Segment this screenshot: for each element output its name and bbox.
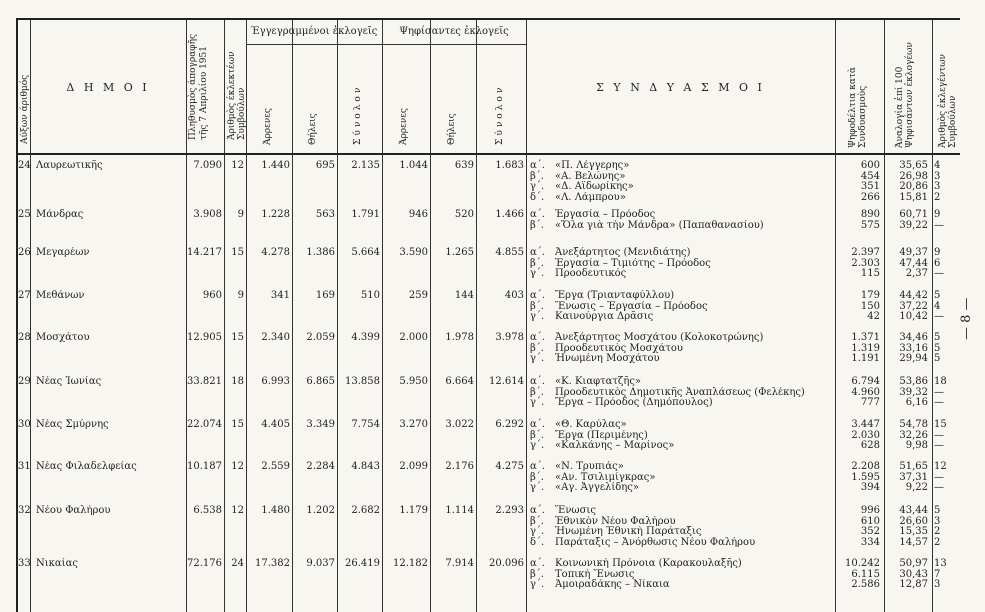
cell-no: 30 [18, 419, 31, 430]
combo-seats: 3 [934, 170, 941, 182]
cell-vot-f: 1.265 [445, 247, 474, 258]
rule-serial [30, 18, 31, 612]
combo-pct: 47,44 [899, 257, 928, 269]
combo-seats: — [934, 311, 944, 322]
cell-reg-m: 6.993 [261, 376, 290, 387]
cell-seats: 9 [237, 209, 244, 220]
combo-votes: 6.794 [851, 376, 880, 387]
combo-votes: 890 [860, 209, 880, 220]
combo-seats: — [934, 268, 944, 279]
combo-mark: α΄. [530, 160, 545, 171]
combo-seats: 13 [934, 558, 947, 569]
cell-vot-m: 946 [408, 209, 428, 220]
cell-seats: 12 [231, 461, 244, 472]
combo-votes: 996 [860, 505, 880, 516]
municipality-name: Νικαίας [36, 558, 78, 569]
combo-pct: 34,46 [899, 332, 928, 343]
cell-seats: 24 [231, 558, 244, 569]
combo-votes: 2.030 [851, 429, 880, 441]
combo-pct: 26,98 [899, 170, 928, 182]
combo-name: Ἐργασία – Πρόοδος [555, 209, 656, 220]
header-reg-total: Σύνολον [353, 84, 363, 145]
cell-vot-t: 403 [504, 290, 524, 301]
combo-pct: 39,32 [899, 386, 928, 398]
combo-votes: 2.397 [851, 247, 880, 258]
combo-mark: α΄. [530, 290, 545, 301]
cell-vot-m: 5.950 [399, 376, 428, 387]
combo-seats: 9 [934, 247, 941, 258]
combo-votes: 4.960 [851, 386, 880, 398]
combo-name: Ἐθνικὸν Νέου Φαλήρου [555, 515, 676, 527]
page-number-mark: — 8 — [959, 297, 974, 340]
combo-pct: 9,98 [905, 440, 928, 451]
cell-no: 32 [18, 505, 31, 516]
cell-no: 26 [18, 247, 31, 258]
combo-seats: — [934, 429, 944, 441]
header-reg-men: Άρρενες [263, 108, 273, 145]
combo-pct: 9,22 [905, 482, 928, 493]
cell-reg-t: 4.399 [351, 332, 380, 343]
combo-name: Ἡνωμένη Μοσχάτου [555, 353, 660, 364]
cell-reg-t: 1.791 [351, 209, 380, 220]
combo-mark: δ΄. [530, 536, 545, 548]
combo-name: «Αν. Τσιλιμίγκρας» [555, 471, 656, 483]
municipality-name: Νέας Φιλαδελφείας [36, 461, 137, 472]
cell-pop: 14.217 [187, 247, 222, 258]
cell-reg-t: 26.419 [345, 558, 380, 569]
cell-no: 31 [18, 461, 31, 472]
rule-reg-group [246, 44, 382, 45]
combo-pct: 35,65 [899, 160, 928, 171]
cell-vot-t: 4.855 [495, 247, 524, 258]
combo-pct: 60,71 [899, 209, 928, 220]
combo-name: Καινούργια Δρᾶσις [555, 311, 654, 322]
combo-seats: 2 [934, 526, 941, 537]
combo-seats: 15 [934, 419, 947, 430]
combo-votes: 10.242 [845, 558, 880, 569]
combo-mark: γ΄. [530, 482, 545, 493]
cell-reg-f: 2.284 [306, 461, 335, 472]
combo-votes: 3.447 [851, 419, 880, 430]
combo-mark: α΄. [530, 461, 545, 472]
combo-pct: 10,42 [899, 311, 928, 322]
combo-name: «Κ. Κιαφτατζῆς» [555, 376, 642, 387]
cell-seats: 12 [231, 160, 244, 171]
cell-reg-m: 2.559 [261, 461, 290, 472]
combo-name: Ἀμοιραδάκης – Νίκαια [555, 579, 670, 590]
combo-votes: 1.191 [851, 353, 880, 364]
combo-mark: β΄. [530, 515, 544, 527]
cell-vot-f: 1.114 [445, 505, 474, 516]
cell-pop: 33.821 [187, 376, 222, 387]
cell-no: 29 [18, 376, 31, 387]
combo-name: «Π. Λέγγερης» [555, 160, 630, 171]
combo-name: «Θ. Καρύλας» [555, 419, 627, 430]
combo-mark: γ΄. [530, 526, 545, 537]
combo-votes: 351 [860, 181, 880, 192]
cell-pop: 3.908 [193, 209, 222, 220]
combo-mark: β΄. [530, 219, 544, 231]
combo-seats: 5 [934, 290, 941, 301]
combo-name: «Λ. Λάμπρου» [555, 191, 626, 203]
cell-reg-f: 6.865 [306, 376, 335, 387]
cell-vot-m: 3.590 [399, 247, 428, 258]
municipality-name: Λαυρεωτικῆς [36, 160, 103, 171]
combo-pct: 15,81 [899, 191, 928, 203]
combo-seats: 7 [934, 568, 941, 580]
combo-pct: 6,16 [905, 397, 928, 408]
combo-seats: 5 [934, 505, 941, 516]
combo-seats: 5 [934, 353, 941, 364]
combo-name: Προοδευτικός [555, 268, 627, 279]
cell-vot-t: 2.293 [495, 505, 524, 516]
cell-reg-t: 5.664 [351, 247, 380, 258]
combo-seats: 12 [934, 461, 947, 472]
combo-mark: β΄. [530, 429, 544, 441]
combo-votes: 1.595 [851, 471, 880, 483]
combo-mark: α΄. [530, 419, 545, 430]
header-elected: Άριθμὸς ἐκλεγέντων Συμβούλων [938, 53, 958, 148]
cell-reg-m: 4.405 [261, 419, 290, 430]
combo-name: Τοπικὴ Ἕνωσις [555, 568, 635, 580]
combo-name: Ἔργα – Πρόοδος (Δημόπουλος) [555, 397, 713, 408]
municipality-name: Μεγαρέων [36, 247, 90, 258]
combo-votes: 600 [860, 160, 880, 171]
cell-no: 33 [18, 558, 31, 569]
rule-name [186, 18, 187, 612]
header-population: Πληθυσμὸς άπογραφῆς τῆς 7 Απριλίου 1951 [188, 33, 209, 140]
cell-reg-f: 3.349 [306, 419, 335, 430]
cell-vot-f: 2.176 [445, 461, 474, 472]
municipality-name: Νέας Ἰωνίας [36, 376, 102, 387]
combo-name: «Α. Βελώνης» [555, 170, 626, 182]
combo-mark: α΄. [530, 332, 545, 343]
combo-name: Ἔργα (Περιμένης) [555, 429, 648, 441]
header-municipalities: Δ Η Μ Ο Ι [66, 81, 150, 94]
cell-pop: 72.176 [187, 558, 222, 569]
combo-seats: 9 [934, 209, 941, 220]
combo-pct: 37,31 [899, 471, 928, 483]
header-vot-men: Άρρενες [399, 108, 409, 145]
cell-reg-t: 2.135 [351, 160, 380, 171]
combo-votes: 266 [860, 191, 880, 203]
combo-seats: 2 [934, 191, 941, 203]
cell-vot-f: 639 [454, 160, 474, 171]
cell-vot-f: 520 [454, 209, 474, 220]
cell-pop: 12.905 [187, 332, 222, 343]
combo-mark: γ΄. [530, 397, 545, 408]
cell-vot-f: 144 [454, 290, 474, 301]
combo-pct: 26,60 [899, 515, 928, 527]
rule-regm [292, 18, 293, 612]
cell-no: 24 [18, 160, 31, 171]
combo-seats: — [934, 440, 944, 451]
combo-seats: 5 [934, 342, 941, 354]
cell-reg-t: 510 [360, 290, 380, 301]
rule-pop [224, 18, 225, 612]
cell-vot-f: 7.914 [445, 558, 474, 569]
combo-name: Κοινωνικὴ Πρόνοια (Καρακουλαξῆς) [555, 558, 742, 569]
cell-vot-m: 12.182 [393, 558, 428, 569]
cell-vot-f: 6.664 [445, 376, 474, 387]
cell-reg-f: 9.037 [306, 558, 335, 569]
combo-mark: γ΄. [530, 579, 545, 590]
combo-name: Ἐργασία – Τιμιότης – Πρόοδος [555, 257, 711, 269]
combo-name: «Ὅλα γιὰ τὴν Μάνδρα» (Παπαθανασίου) [555, 219, 764, 231]
combo-name: Ἔργα (Τριανταφύλλου) [555, 290, 675, 301]
combo-votes: 777 [860, 397, 880, 408]
combo-seats: — [934, 219, 944, 231]
cell-seats: 18 [231, 376, 244, 387]
cell-no: 27 [18, 290, 31, 301]
cell-no: 28 [18, 332, 31, 343]
cell-reg-m: 2.340 [261, 332, 290, 343]
combo-pct: 39,22 [899, 219, 928, 231]
combo-seats: 6 [934, 257, 941, 269]
combo-votes: 115 [860, 268, 880, 279]
combo-mark: β΄. [530, 170, 544, 182]
cell-seats: 15 [231, 247, 244, 258]
cell-reg-m: 341 [270, 290, 290, 301]
combo-mark: β΄. [530, 386, 544, 398]
combo-votes: 1.319 [851, 342, 880, 354]
cell-reg-m: 1.228 [261, 209, 290, 220]
header-combinations: Σ Υ Ν Δ Υ Α Σ Μ Ο Ι [596, 81, 765, 94]
header-reg-women: Θήλεις [308, 113, 318, 145]
combo-pct: 30,43 [899, 568, 928, 580]
cell-vot-t: 1.466 [495, 209, 524, 220]
cell-reg-f: 563 [315, 209, 335, 220]
rule-votf [476, 18, 477, 612]
header-serial: Αύξων άριθμός [20, 74, 30, 144]
combo-name: Ἀνεξάρτητος (Μενιδιάτης) [555, 247, 691, 258]
combo-pct: 37,22 [899, 300, 928, 312]
combo-seats: 4 [934, 160, 941, 171]
combo-mark: γ΄. [530, 268, 545, 279]
combo-votes: 150 [860, 300, 880, 312]
combo-name: Παράταξις – Ἀνόρθωσις Νέου Φαλήρου [555, 536, 756, 548]
municipality-name: Μοσχάτου [36, 332, 90, 343]
header-voted: Ψηφίσαντες ἐκλογεῖς [399, 26, 509, 37]
combo-name: Προοδευτικὸς Δημοτικῆς Ἀναπλάσεως (Φελέκης) [555, 386, 805, 398]
combo-mark: β΄. [530, 471, 544, 483]
cell-vot-m: 3.270 [399, 419, 428, 430]
rule-vot-group [382, 44, 526, 45]
municipality-name: Μεθάνων [36, 290, 85, 301]
cell-vot-m: 259 [408, 290, 428, 301]
rule-regt [382, 18, 383, 612]
combo-name: Ἕνωσις – Ἐργασία – Πρόοδος [555, 300, 708, 312]
combo-seats: 2 [934, 536, 941, 548]
combo-pct: 54,78 [899, 419, 928, 430]
combo-seats: 18 [934, 376, 947, 387]
combo-mark: β΄. [530, 257, 544, 269]
combo-votes: 334 [860, 536, 880, 548]
cell-reg-f: 2.059 [306, 332, 335, 343]
rule-header-bottom [16, 153, 960, 155]
combo-votes: 610 [860, 515, 880, 527]
cell-vot-f: 1.978 [445, 332, 474, 343]
cell-seats: 15 [231, 419, 244, 430]
combo-pct: 14,57 [899, 536, 928, 548]
rule-regf [337, 18, 338, 612]
combo-seats: — [934, 386, 944, 398]
cell-reg-t: 7.754 [351, 419, 380, 430]
combo-mark: α΄. [530, 247, 545, 258]
rule-left [16, 18, 18, 612]
combo-seats: 3 [934, 579, 941, 590]
combo-pct: 49,37 [899, 247, 928, 258]
combo-mark: β΄. [530, 568, 544, 580]
combo-mark: β΄. [530, 342, 544, 354]
combo-name: «Ν. Τρυπιάς» [555, 461, 624, 472]
header-valid-votes: Ψηφοδέλτια κατὰ Συνδυασμοὺς [848, 67, 868, 148]
cell-vot-m: 2.099 [399, 461, 428, 472]
cell-reg-t: 13.858 [345, 376, 380, 387]
combo-votes: 6.115 [851, 568, 880, 580]
combo-pct: 51,65 [899, 461, 928, 472]
cell-seats: 15 [231, 332, 244, 343]
cell-vot-t: 1.683 [495, 160, 524, 171]
rule-vott [526, 18, 527, 612]
combo-pct: 32,26 [899, 429, 928, 441]
combo-seats: 4 [934, 300, 941, 312]
cell-pop: 10.187 [187, 461, 222, 472]
cell-vot-t: 4.275 [495, 461, 524, 472]
combo-pct: 33,16 [899, 342, 928, 354]
combo-name: Ἀνεξάρτητος Μοσχάτου (Κολοκοτρώνης) [555, 332, 764, 343]
combo-votes: 2.303 [851, 257, 880, 269]
combo-seats: — [934, 397, 944, 408]
combo-pct: 44,42 [899, 290, 928, 301]
header-ratio: Άναλογία ἐπί 100 Ψηφισάντων ἐκλογέων [895, 42, 915, 148]
combo-seats: — [934, 482, 944, 493]
combo-mark: γ΄. [530, 353, 545, 364]
cell-pop: 6.538 [193, 505, 222, 516]
cell-reg-t: 2.682 [351, 505, 380, 516]
combo-votes: 179 [860, 290, 880, 301]
cell-vot-m: 2.000 [399, 332, 428, 343]
cell-reg-f: 1.202 [306, 505, 335, 516]
combo-name: «Καλκάνης – Μαρίνος» [555, 440, 675, 451]
cell-pop: 7.090 [193, 160, 222, 171]
cell-reg-t: 4.843 [351, 461, 380, 472]
header-vot-women: Θήλεις [447, 113, 457, 145]
combo-votes: 2.586 [851, 579, 880, 590]
cell-reg-m: 1.440 [261, 160, 290, 171]
combo-seats: — [934, 471, 944, 483]
combo-pct: 12,87 [899, 579, 928, 590]
combo-mark: α΄. [530, 505, 545, 516]
municipality-name: Νέας Σμύρνης [36, 419, 109, 430]
combo-mark: β΄. [530, 300, 544, 312]
cell-vot-t: 3.978 [495, 332, 524, 343]
combo-seats: 3 [934, 515, 941, 527]
cell-seats: 12 [231, 505, 244, 516]
cell-vot-t: 12.614 [489, 376, 524, 387]
combo-mark: α΄. [530, 209, 545, 220]
header-vot-total: Σύνολον [495, 84, 505, 145]
cell-reg-f: 169 [315, 290, 335, 301]
combo-pct: 20,86 [899, 181, 928, 192]
combo-votes: 1.371 [851, 332, 880, 343]
combo-pct: 50,97 [899, 558, 928, 569]
municipality-name: Μάνδρας [36, 209, 84, 220]
combo-votes: 42 [867, 311, 880, 322]
cell-reg-f: 695 [315, 160, 335, 171]
combo-seats: 5 [934, 332, 941, 343]
cell-vot-t: 6.292 [495, 419, 524, 430]
cell-pop: 960 [202, 290, 222, 301]
combo-votes: 2.208 [851, 461, 880, 472]
combo-pct: 15,35 [899, 526, 928, 537]
rule-votm [430, 18, 431, 612]
combo-name: Ἡνωμένη Ἐθνικὴ Παράταξις [555, 526, 702, 537]
cell-vot-m: 1.044 [399, 160, 428, 171]
combo-pct: 53,86 [899, 376, 928, 387]
combo-mark: γ΄. [530, 440, 545, 451]
combo-mark: δ΄. [530, 191, 545, 203]
combo-mark: γ΄. [530, 311, 545, 322]
combo-mark: α΄. [530, 558, 545, 569]
cell-pop: 22.074 [187, 419, 222, 430]
combo-name: Ἕνωσις [555, 505, 596, 516]
combo-votes: 575 [860, 219, 880, 231]
combo-votes: 628 [860, 440, 880, 451]
combo-mark: γ΄. [530, 181, 545, 192]
cell-no: 25 [18, 209, 31, 220]
municipality-name: Νέου Φαλήρου [36, 505, 111, 516]
combo-name: «Δ. Αϊδωρίκης» [555, 181, 634, 192]
rule-top [16, 18, 960, 20]
cell-reg-f: 1.386 [306, 247, 335, 258]
combo-mark: α΄. [530, 376, 545, 387]
cell-reg-m: 1.480 [261, 505, 290, 516]
cell-seats: 9 [237, 290, 244, 301]
header-councillors: Άριθμὸς έκλεκτέων Συμβούλων [227, 51, 247, 140]
combo-pct: 29,94 [899, 353, 928, 364]
combo-votes: 352 [860, 526, 880, 537]
cell-reg-m: 4.278 [261, 247, 290, 258]
combo-votes: 454 [860, 170, 880, 182]
cell-vot-t: 20.096 [489, 558, 524, 569]
cell-vot-m: 1.179 [399, 505, 428, 516]
header-registered: Έγγεγραμμένοι ἐκλογεῖς [250, 26, 378, 37]
combo-pct: 43,44 [899, 505, 928, 516]
combo-pct: 2,37 [905, 268, 928, 279]
cell-vot-f: 3.022 [445, 419, 474, 430]
rule-pct [932, 18, 933, 612]
combo-name: «Αγ. Ἀγγελίδης» [555, 482, 640, 493]
cell-reg-m: 17.382 [255, 558, 290, 569]
combo-seats: 3 [934, 181, 941, 192]
combo-name: Προοδευτικὸς Μοσχάτου [555, 342, 683, 354]
combo-votes: 394 [860, 482, 880, 493]
